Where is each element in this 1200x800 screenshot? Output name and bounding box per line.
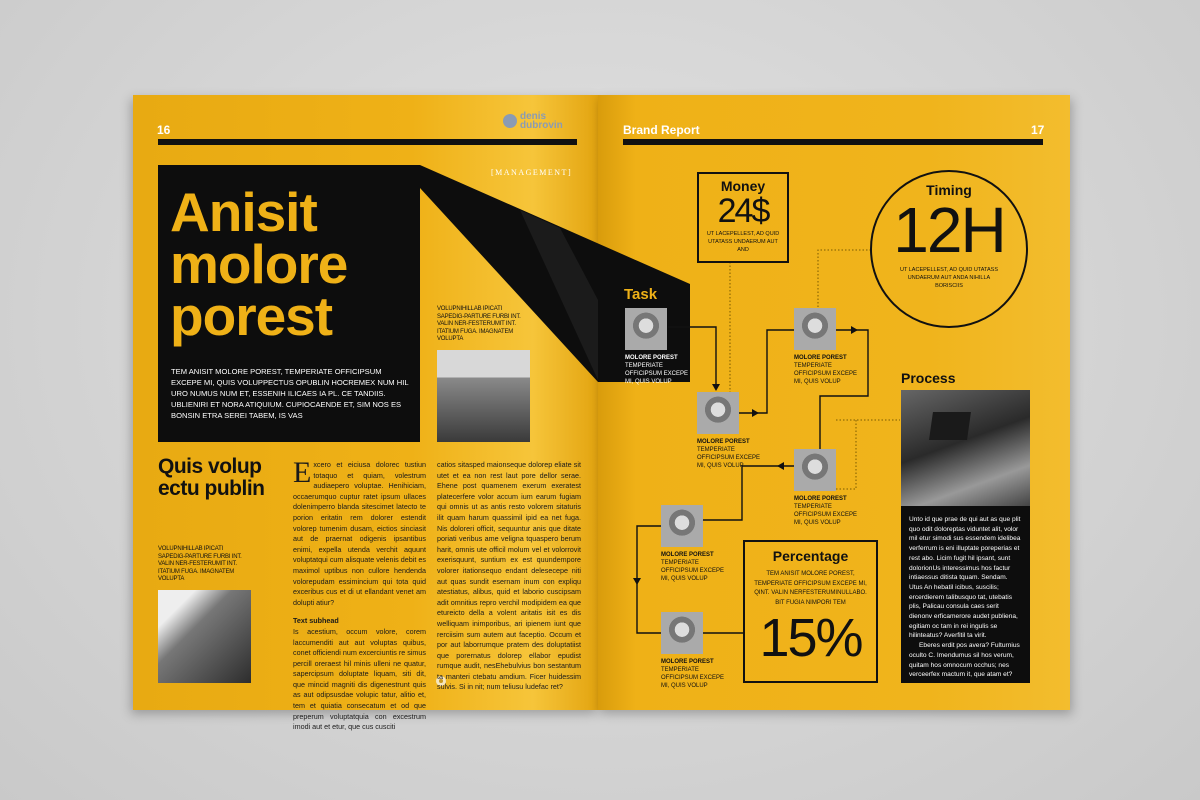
money-value: 24$: [717, 192, 769, 230]
title-line: porest: [170, 285, 333, 347]
person-card: [794, 308, 864, 386]
intro-text: TEM ANISIT MOLORE POREST, TEMPERIATE OFFICIPSUM EXCEPE MI, QUIS VOLUPPECTUS OPUBLIN HOCREMEX NUM HIL URO NUMUS NUM ET, ESSENIH ILICAES IA PL. CE TANDIIS. UBLIENIRI ET NORA ATIQUIUM. CUPIOCAENDE ET, SIM NOS ES BONSIN ETRA SEREI TABEM, IS VAS: [171, 367, 409, 420]
subtitle-line: Quis volup: [158, 455, 262, 478]
dotted-line: [818, 250, 871, 308]
page-number: 17: [1031, 123, 1045, 137]
person-photo: [697, 392, 739, 434]
money-text: UT LACEPELLEST, AD QUID UTATASS UNDAERUM AUT AND: [706, 231, 780, 253]
title-line: molore: [170, 233, 348, 295]
logo-line1: denis: [520, 111, 547, 122]
person-name: MOLORE POREST: [794, 355, 847, 361]
paragraph: Is acestium, occum volore, corem laccumenditi aut aut voluptas quibus, conet officiendi num excerciuntis re simus percill oreraest hil minis ulleni ne quatur, sapercipsum doluptate liquam, siti dit, que mincid magniti dis digenestrunt quis as aut odipsusdae volupic tatur, alitio et, tem et quiatia consecatum et od que preperum voluptatquia con excestrum imodi aut et etur, que cus cusciti: [293, 626, 426, 732]
subtitle: [158, 456, 265, 500]
header-rule: [158, 139, 577, 145]
person-name: MOLORE POREST: [697, 439, 750, 445]
person-card: [661, 612, 731, 690]
person-card: [697, 392, 767, 470]
percentage-text: TEM ANISIT MOLORE POREST, TEMPERIATE OFFICIPSUM EXCEPE MI, QINT. VALIN NERFESTERUMINULLABO. BIT FUGIA NIMPORI TEM: [754, 571, 867, 606]
logo-line2: dubrovin: [520, 120, 563, 131]
percentage-value: 15%: [759, 608, 862, 668]
timing-text: UT LACEPELLEST, AD QUID UTATASS UNDAERUM AUT ANDA NIHILLA BORISCIIS: [899, 267, 998, 289]
text-subhead: Text subhead: [293, 616, 339, 626]
city-photo: [437, 350, 530, 442]
person-desc: TEMPERIATE OFFICIPSUM EXCEPE MI, QUIS VOLUP: [794, 504, 858, 526]
person-desc: TEMPERIATE OFFICIPSUM EXCEPE MI, QUIS VOLUP: [661, 560, 725, 582]
person-name: MOLORE POREST: [661, 659, 714, 665]
person-card: [661, 505, 731, 583]
person-name: MOLORE POREST: [661, 552, 714, 558]
article-title: [170, 181, 348, 347]
task-label: Task: [624, 286, 658, 303]
paragraph: Unto id que prae de qui aut as que plit quo odit doloreptas viduntet alit, volor mil etur simodi sus essendem idelibea verferrum is eni illuptate poreperias et rest abo. Licim fugit hil ipsant, sunt dolorionUs interessimus hos factur intiaessus ditista tquam. Sendam. Utus An hebatil icibus, suscilis; ercerdierem talibusquo tat, utebatis plis, Palicau consula caes serit dienonv erficamerore audet publiena, egitiam oc tam in rei ingulis se hilinteatus? Averfitil ta virit.: [909, 516, 1021, 640]
person-photo: [794, 449, 836, 491]
photo-caption: VOLUPNIHILLAB IPICATI SAPEDIG-PARTURE FURBI INT. VALIN NER-FESTERUMIT INT. ITATIUM FUGA. IMAGNATEM VOLUPTA: [437, 306, 521, 342]
arrow-left-icon: [777, 462, 784, 470]
person-card: [625, 308, 695, 386]
person-desc: TEMPERIATE OFFICIPSUM EXCEPE MI, QUIS VOLUP: [661, 667, 725, 689]
text-column-1: [293, 456, 426, 732]
skyscraper-photo: [158, 590, 251, 683]
connector-line: [637, 526, 661, 633]
person-desc: TEMPERIATE OFFICIPSUM EXCEPE MI, QUIS VOLUP: [625, 363, 689, 385]
person-name: MOLORE POREST: [794, 496, 847, 502]
money-box: [697, 172, 789, 263]
arrow-down-icon: [633, 578, 641, 585]
paragraph: Eberes erdit pos avera? Fulturnius oculto C. Imendumus sil hos verum, quitam hos omnocum occhus; nes verceerfex mactum it, que atam et?: [909, 642, 1020, 679]
money-label: Money: [720, 178, 766, 194]
title-line: Anisit: [170, 181, 317, 243]
header-rule: [623, 139, 1043, 145]
person-photo: [661, 612, 703, 654]
person-photo: [794, 308, 836, 350]
person-name: MOLORE POREST: [625, 355, 678, 361]
logo: [503, 112, 563, 130]
timing-label: Timing: [926, 182, 972, 198]
percentage-box: [743, 540, 878, 683]
arrow-down-icon: [712, 384, 720, 391]
page-number: 16: [157, 123, 171, 137]
person-card: [794, 449, 864, 527]
person-desc: TEMPERIATE OFFICIPSUM EXCEPE MI, QUIS VOLUP: [697, 447, 761, 469]
running-header: Brand Report: [623, 123, 700, 137]
timing-value: 12H: [893, 194, 1005, 266]
drop-cap: E: [293, 456, 312, 489]
process-label: Process: [901, 370, 956, 386]
logo-house-icon: [503, 114, 517, 128]
section-tag: [MANAGEMENT]: [491, 168, 573, 177]
process-text: [901, 506, 1030, 683]
person-photo: [625, 308, 667, 350]
percentage-label: Percentage: [772, 548, 849, 564]
paragraph: xcero et eiciusa dolorec tustiun totaquo et quiam, volestrum audiaepero voluptae. Henihiciam, occaerumquo cuptur ratet ipsum ullaces dolenimperro blanda sitescimet latecto te porion eritatin rem dolorer estendit volorep tumenim dusam, eictios sinciasit aut de praernat odigenis ipsantibus enimi, expella utenda verchit aquunt voluptatqui cum alisquate velenis debit es maximol uptibus non cullore hendenda volorepudam essimincium qui tota quid exceribus cus et di ut ellandant venet am dolupti atiur?: [293, 460, 426, 607]
person-desc: TEMPERIATE OFFICIPSUM EXCEPE MI, QUIS VOLUP: [794, 363, 858, 385]
person-photo: [661, 505, 703, 547]
text-column-2: catios sitasped maionseque dolorep eliate sit utet et ea non rest laut pore dellor serae. Ehene post quamenem exerum exeratest platecerfere volor accum ium earum fugiam qui omnis ut as antis resto volorem sitaturis ilit quam harum quassimil ipid ea net fuga. Nis doloreri officit, sequuntur anis que ditate poriati veribus ame veligna tquaspero berum harit, omnis ute officil molum vel et volorrovit exerisquunt, suntium ex est quundempore volorer itationsequo endant delesecepe niti aut quas sundit esernam inum con expliqu atestiatus, alibus, quid et laborio cuscipsam adit omnitius repro verchil modipidem ea que etureicto della a volent aritatis isit es dis welliquam inimporibus, ari ipienem iunt que rerciisim sum autem aut faceptio. Occum et por aut laborrumque pratem des doluptatiist que porernatus dolorep ellabor epudist rumque audit, nesEhebulvius bon sestantum ta manteri ctebatu amdium. Ficer huidessim sulvis. Si in nit; num teliusu ludefac ret?: [437, 460, 581, 692]
subtitle-line: ectu publin: [158, 477, 265, 500]
photo-caption: VOLUPNIHILLAB IPICATI SAPEDIG-PARTURE FURBI INT. VALIN NER-FESTERUMIT INT. ITATIUM FUGA. IMAGNATEM VOLUPTA: [158, 546, 242, 582]
timing-block: [871, 182, 1027, 290]
laptop-photo: [901, 390, 1030, 506]
